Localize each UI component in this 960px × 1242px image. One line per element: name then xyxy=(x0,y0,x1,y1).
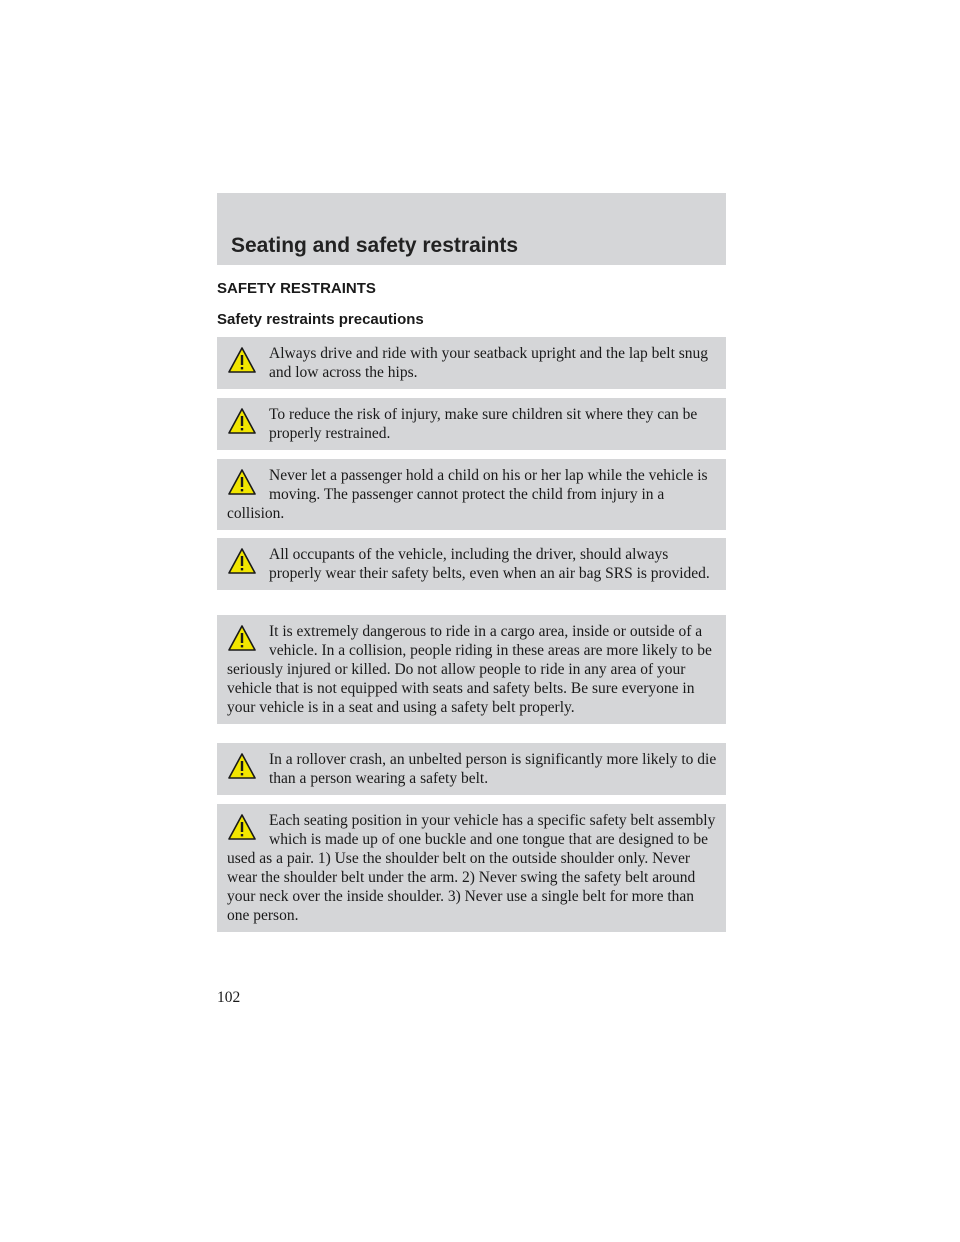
warning-box xyxy=(217,459,726,530)
warning-triangle-icon xyxy=(227,547,257,575)
section-header-title: Seating and safety restraints xyxy=(231,234,519,257)
subsection-heading: Safety restraints precautions xyxy=(217,311,424,328)
warning-text: Each seating position in your vehicle has a specific safety belt assembly which is made up of one buckle and one tongue that are designed to be used as a pair. 1) Use the shoulder belt on the outside shoulder only. Never wear the shoulder belt under the arm. 2) Never swing the safety belt around your neck over the inside shoulder. 3) Never use a single belt for more than one person. xyxy=(227,812,716,924)
section-header-band xyxy=(217,193,726,265)
warning-box xyxy=(217,615,726,724)
warning-box xyxy=(217,538,726,590)
warning-box xyxy=(217,398,726,450)
warning-triangle-icon xyxy=(227,752,257,780)
warning-triangle-icon xyxy=(227,624,257,652)
warning-triangle-icon xyxy=(227,813,257,841)
warning-text: It is extremely dangerous to ride in a cargo area, inside or outside of a vehicle. In a collision, people riding in these areas are more likely to be seriously injured or killed. Do not allow people to ride in any area of your vehicle that is not equipped with seats and safety belts. Be sure everyone in your vehicle is in a seat and using a safety belt properly. xyxy=(227,623,712,716)
warning-text: Always drive and ride with your seatback upright and the lap belt snug and low across the hips. xyxy=(269,345,709,381)
warning-triangle-icon xyxy=(227,346,257,374)
warning-triangle-icon xyxy=(227,468,257,496)
warning-text: Never let a passenger hold a child on his or her lap while the vehicle is moving. The passenger cannot protect the child from injury in a collision. xyxy=(227,467,708,522)
warning-triangle-icon xyxy=(227,407,257,435)
warning-box xyxy=(217,804,726,932)
warning-text: To reduce the risk of injury, make sure children sit where they can be properly restrained. xyxy=(269,406,698,442)
warning-box xyxy=(217,743,726,795)
page-number: 102 xyxy=(217,989,241,1006)
section-heading: SAFETY RESTRAINTS xyxy=(217,280,376,297)
warning-text: In a rollover crash, an unbelted person is significantly more likely to die than a person wearing a safety belt. xyxy=(269,751,717,787)
warning-text: All occupants of the vehicle, including the driver, should always properly wear their safety belts, even when an air bag SRS is provided. xyxy=(269,546,710,582)
warning-box xyxy=(217,337,726,389)
